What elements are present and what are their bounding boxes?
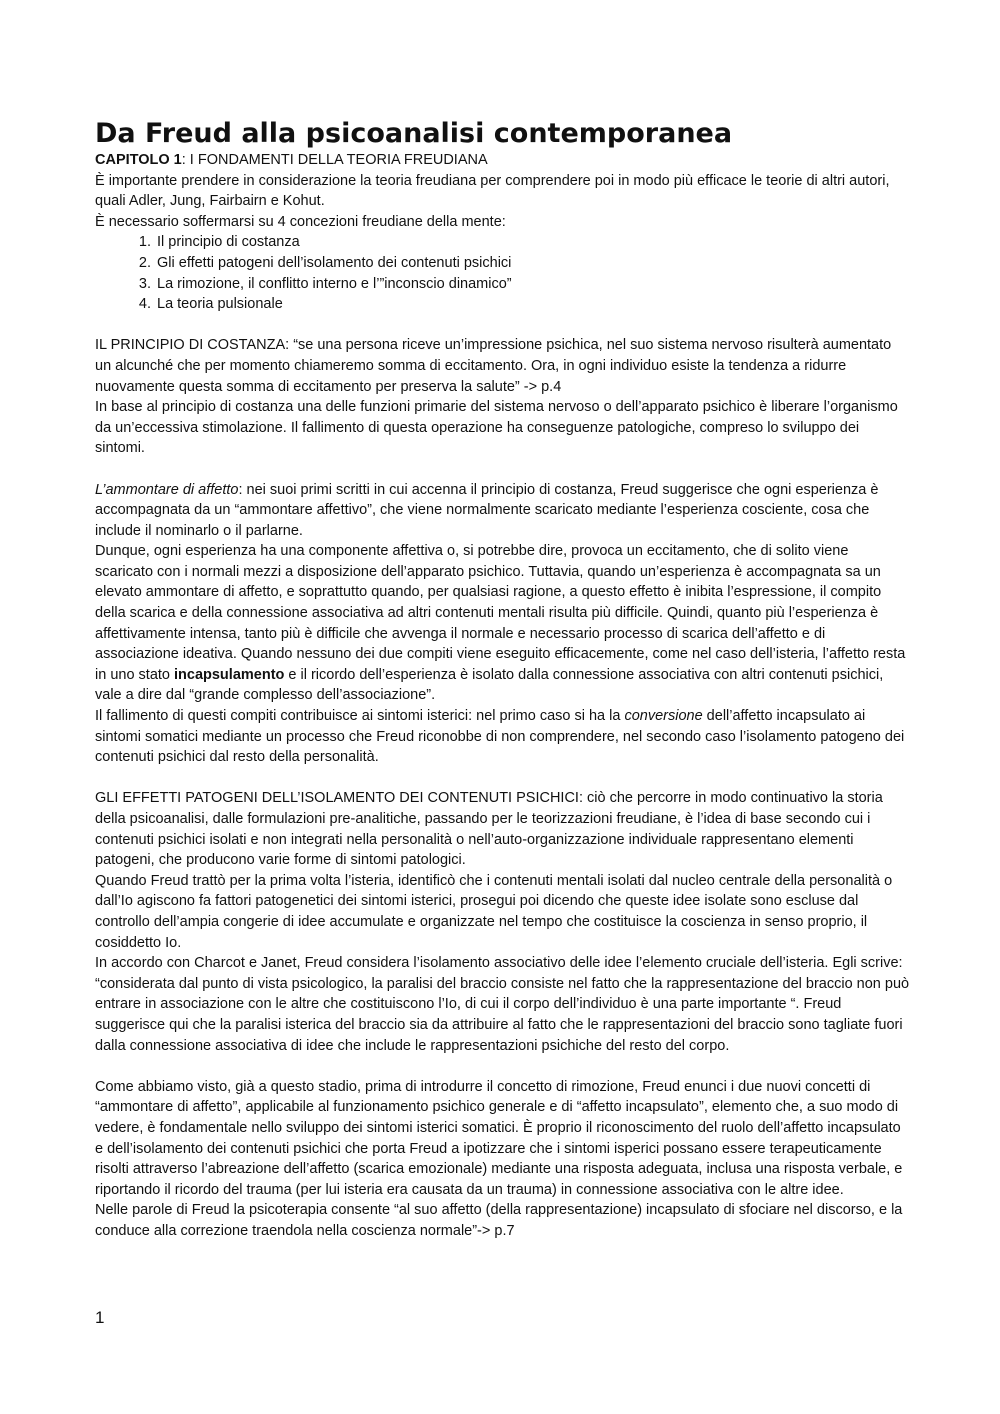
concepts-list [95, 232, 910, 314]
section-paragraph: In accordo con Charcot e Janet, Freud considera l’isolamento associativo delle idee l’elemento cruciale dell’isteria. Egli scrive: “considerata dal punto di vista psicologico, la paralisi del braccio consiste nel fatto che la rappresentazione del braccio non può entrare in associazione con le altre che costituiscono l’Io, di cui il corpo dell’individuo è una parte importante “. Freud suggerisce qui che la paralisi isterica del braccio sia da attribuire al fatto che le rappresentazioni del braccio sono tagliate fuori dalla connessione associativa di idee che include le rappresentazioni psichiche del resto del corpo. [95, 955, 910, 1054]
document-page [95, 118, 910, 1241]
section-paragraph: Nelle parole di Freud la psicoterapia consente “al suo affetto (della rappresentazione) incapsulato di sfociare nel discorso, e la conduce alla correzione traendola nella coscienza normale”-> p.7 [95, 1202, 903, 1239]
body-text [95, 171, 910, 1242]
page-number: 1 [95, 1308, 105, 1327]
section-paragraph: L’ammontare di affetto: nei suoi primi scritti in cui accenna il principio di costanza, Freud suggerisce che ogni esperienza è accompagnata da un “ammontare affettivo”, che viene normalmente scaricato mediante l’esperienza cosciente, cosa che include il nominarlo o il parlarne. [95, 481, 879, 539]
chapter-title: : I FONDAMENTI DELLA TEORIA FREUDIANA [181, 152, 488, 168]
list-item: 2. Gli effetti patogeni dell’isolamento dei contenuti psichici [155, 253, 910, 274]
section-paragraph: GLI EFFETTI PATOGENI DELL’ISOLAMENTO DEI CONTENUTI PSICHICI: ciò che percorre in modo continuativo la storia della psicoanalisi, dalle formulazioni pre-analitiche, passando per le teorizzazioni freudiane, è l’idea di base secondo cui i contenuti psichici isolati e non integrati nella personalità o nell’auto-organizzazione individuale rappresentano elementi patogeni, che producono varie forme di sintomi patologici. [95, 790, 883, 869]
chapter-heading [95, 150, 910, 171]
intro-paragraph: È importante prendere in considerazione la teoria freudiana per comprendere poi in modo più efficace le teorie di altri autori, quali Adler, Jung, Fairbairn e Kohut. [95, 172, 890, 210]
bold-term: incapsulamento [174, 666, 285, 683]
section-paragraph: Quando Freud trattò per la prima volta l’isteria, identificò che i contenuti mentali isolati dal nucleo centrale della personalità o dall’Io agiscono fa fattori patogenetici dei sintomi isterici, prosegui poi dicendo che queste idee isolate sono escluse dal controllo dell’ampia congerie di idee accumulate e organizzate nel tempo che costituisce la coscienza in senso proprio, il cosiddetto Io. [95, 872, 893, 951]
list-item: 3. La rimozione, il conflitto interno e l’”inconscio dinamico” [155, 274, 910, 295]
list-item: 4. La teoria pulsionale [155, 294, 910, 315]
section-paragraph: IL PRINCIPIO DI COSTANZA: “se una persona riceve un’impressione psichica, nel suo sistema nervoso risulterà aumentato un alcunché che per momento chiameremo somma di eccitamento. Ora, in ogni individuo esiste la tendenza a ridurre nuovamente questa somma di eccitamento per preserva la salute” -> p.4 [95, 337, 892, 395]
list-item: 1. Il principio di costanza [155, 232, 910, 253]
intro-paragraph: È necessario soffermarsi su 4 concezioni freudiane della mente: [95, 213, 506, 230]
section-paragraph: In base al principio di costanza una delle funzioni primarie del sistema nervoso o dell’apparato psichico è liberare l’organismo da un’eccessiva stimolazione. Il fallimento di questa operazione ha conseguenze patologiche, compreso lo sviluppo dei sintomi. [95, 399, 898, 457]
italic-term: conversione [624, 708, 703, 725]
chapter-label: CAPITOLO 1 [95, 152, 182, 168]
section-paragraph: Dunque, ogni esperienza ha una componente affettiva o, si potrebbe dire, provoca un eccitamento, che di solito viene scaricato con i normali mezzi a disposizione dell’apparato psichico. Tuttavia, quando un’esperienza è accompagnata sa un elevato ammontare di affetto, e soprattutto quando, per qualsiasi ragione, a questo effetto è inibita l’espressione, il compito della scarica e della connessione associativa ad altri contenuti mentali risulta più difficile. Quindi, quanto più l’esperienza è affettivamente intensa, tanto più è difficile che avvenga il normale e necessario processo di scarica dell’affetto e di associazione ideativa. Quando nessuno dei due compiti viene eseguito efficacemente, come nel caso dell’isteria, l’affetto resta in uno stato incapsulamento e il ricordo dell’esperienza è isolato dalla connessione associativa con altri contenuti psichici, vale a dire dal “grande complesso dell’associazione”. [95, 543, 906, 704]
section-paragraph: Il fallimento di questi compiti contribuisce ai sintomi isterici: nel primo caso si ha la conversione dell’affetto incapsulato ai sintomi somatici mediante un processo che Freud riconobbe di non comprendere, nel secondo caso l’isolamento patogeno dei contenuti psichici dal resto della personalità. [95, 708, 905, 766]
italic-term: L’ammontare di affetto [95, 481, 239, 498]
document-title: Da Freud alla psicoanalisi contemporanea [95, 118, 733, 149]
section-paragraph: Come abbiamo visto, già a questo stadio, prima di introdurre il concetto di rimozione, Freud enunci i due nuovi concetti di “ammontare di affetto”, applicabile al funzionamento psichico generale e di “affetto incapsulato”, elemento che, a suo modo di vedere, è fondamentale nello sviluppo dei sintomi isterici somatici. È proprio il riconoscimento del ruolo dell’affetto incapsulato e dell’isolamento dei contenuti psichici che porta Freud a ipotizzare che i sintomi isperici possano essere terapeuticamente risolti attraverso l’abreazione dell’affetto (scarica emozionale) mediante una risposta adeguata, inclusa una risposta verbale, e riportando il ricordo del trauma (per lui isteria era causata da un trauma) in connessione associativa con le altre idee. [95, 1078, 903, 1198]
